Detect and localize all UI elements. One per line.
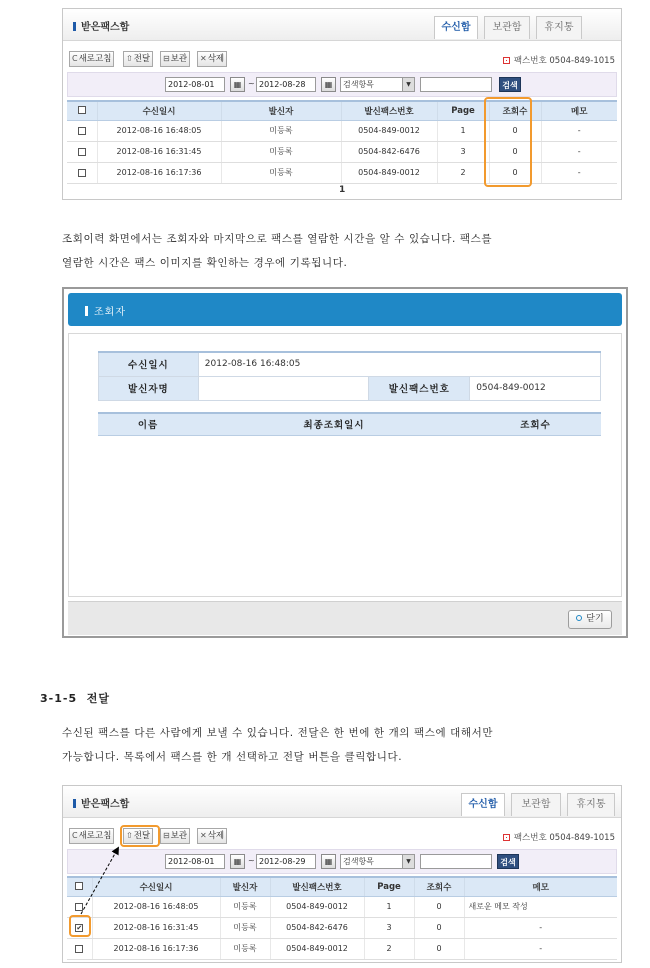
chevron-down-icon: ▼ [402, 78, 414, 91]
received-date-value: 2012-08-16 16:48:05 [198, 352, 600, 376]
col-received-date: 수신일시 [92, 877, 220, 896]
forward-button[interactable] [123, 51, 153, 67]
date-from-input[interactable]: 2012-08-01 [165, 854, 225, 869]
dialog-title [85, 303, 126, 318]
col-views: 조회수 [414, 877, 464, 896]
col-view-count: 조회수 [470, 413, 601, 435]
cell-views[interactable]: 0 [489, 141, 541, 162]
delete-icon: ✕ [200, 831, 207, 840]
refresh-label: 새로고침 [78, 831, 112, 841]
forward-icon: ⇧ [126, 831, 133, 840]
table-header-row [67, 101, 617, 120]
delete-button[interactable] [197, 51, 227, 67]
cell-sender: 미등록 [220, 917, 270, 938]
fax-number-info [503, 54, 615, 66]
calendar-icon[interactable]: ▦ [230, 854, 245, 869]
paragraph-line: 조회이력 화면에서는 조회자와 마지막으로 팩스를 열람한 시간을 알 수 있습니다. 팩스를 [62, 233, 493, 245]
forward-label: 전달 [133, 831, 151, 841]
circle-icon [576, 615, 582, 621]
close-button-label: 닫기 [586, 614, 604, 624]
row-checkbox[interactable] [67, 120, 97, 141]
calendar-icon[interactable]: ▦ [321, 854, 336, 869]
paragraph-line: 가능합니다. 목록에서 팩스를 한 개 선택하고 전달 버튼을 클릭합니다. [62, 751, 403, 763]
table-header-row [98, 413, 601, 435]
dialog-body [68, 333, 622, 597]
archive-icon: ⊟ [163, 54, 170, 63]
archive-button[interactable] [160, 51, 190, 67]
table-row[interactable] [67, 162, 617, 183]
col-sender: 발신자 [221, 101, 341, 120]
col-sender: 발신자 [220, 877, 270, 896]
refresh-label: 새로고침 [78, 54, 112, 64]
cell-sender: 미등록 [221, 162, 341, 183]
tab-inbox[interactable]: 수신함 [434, 16, 478, 39]
search-button[interactable]: 검색 [497, 854, 519, 869]
chevron-down-icon: ▼ [402, 855, 414, 868]
date-to-input[interactable]: 2012-08-29 [256, 854, 316, 869]
tab-trash[interactable]: 휴지통 [536, 16, 582, 39]
cell-date: 2012-08-16 16:31:45 [97, 141, 221, 162]
cell-sender: 미등록 [220, 938, 270, 959]
cell-page: 3 [437, 141, 489, 162]
info-row [99, 376, 601, 400]
fax-inbox-title-text: 받은팩스함 [81, 799, 130, 810]
views-column-highlight [484, 97, 532, 187]
cell-memo: - [541, 162, 617, 183]
calendar-icon[interactable]: ▦ [230, 77, 245, 92]
calendar-icon[interactable]: ▦ [321, 77, 336, 92]
search-filter-bar [67, 72, 617, 97]
refresh-icon: C [72, 831, 78, 840]
cell-date: 2012-08-16 16:17:36 [97, 162, 221, 183]
search-button[interactable]: 검색 [499, 77, 521, 92]
viewer-list-table [98, 412, 601, 436]
row-checkbox[interactable] [67, 141, 97, 162]
cell-fax: 0504-842-6476 [270, 917, 364, 938]
fax-list-table [67, 100, 617, 184]
cell-fax: 0504-849-0012 [341, 162, 437, 183]
cell-date: 2012-08-16 16:48:05 [97, 120, 221, 141]
col-memo: 메모 [541, 101, 617, 120]
cell-page: 3 [364, 917, 414, 938]
search-field-select-value: 검색항목 [343, 857, 374, 866]
table-row[interactable] [67, 141, 617, 162]
fax-inbox-title-text: 받은팩스함 [81, 22, 130, 33]
cell-fax: 0504-849-0012 [270, 896, 364, 917]
sender-name-label: 발신자명 [99, 376, 199, 400]
dialog-footer [68, 601, 622, 635]
archive-label: 보관 [170, 54, 188, 64]
col-last-view-time: 최종조회일시 [198, 413, 470, 435]
sender-name-value [198, 376, 369, 400]
cell-fax: 0504-849-0012 [270, 938, 364, 959]
refresh-icon: C [72, 54, 78, 63]
fax-inbox-panel-2 [62, 785, 622, 963]
cell-views[interactable]: 0 [414, 938, 464, 959]
cell-memo[interactable]: 새로운 메모 작성 [464, 896, 617, 917]
refresh-button[interactable] [69, 51, 114, 67]
cell-date: 2012-08-16 16:48:05 [92, 896, 220, 917]
dialog-header [68, 293, 622, 326]
checkmark-icon: ✔ [76, 923, 83, 932]
sender-fax-value: 0504-849-0012 [470, 376, 601, 400]
date-range-separator: ~ [248, 856, 255, 865]
cell-page: 1 [437, 120, 489, 141]
cell-sender: 미등록 [221, 141, 341, 162]
col-views: 조회수 [489, 101, 541, 120]
dialog-title-text: 조회자 [94, 307, 126, 318]
section-heading [40, 690, 110, 706]
search-field-select-value: 검색항목 [343, 80, 374, 89]
paragraph-line: 열람한 시간은 팩스 이미지를 확인하는 경우에 기록됩니다. [62, 257, 348, 269]
date-to-input[interactable]: 2012-08-28 [256, 77, 316, 92]
search-input[interactable] [420, 77, 492, 92]
viewer-history-dialog [62, 287, 628, 638]
col-received-date: 수신일시 [97, 101, 221, 120]
sender-fax-label: 발신팩스번호 [369, 376, 470, 400]
fax-number-value: 0504-849-1015 [549, 833, 615, 843]
cell-date: 2012-08-16 16:17:36 [92, 938, 220, 959]
cell-fax: 0504-849-0012 [341, 120, 437, 141]
col-page: Page [437, 101, 489, 120]
fax-inbox-panel-1 [62, 8, 622, 200]
cell-views[interactable]: 0 [414, 917, 464, 938]
cell-memo: - [464, 938, 617, 959]
delete-label: 삭제 [207, 831, 225, 841]
close-button[interactable] [568, 610, 612, 629]
pagination-current-page[interactable]: 1 [339, 185, 346, 195]
col-page: Page [364, 877, 414, 896]
paragraph-line: 수신된 팩스를 다른 사람에게 보낼 수 있습니다. 전달은 한 번에 한 개의 팩스에 대해서만 [62, 727, 494, 739]
tab-inbox[interactable]: 수신함 [461, 793, 505, 816]
cell-date: 2012-08-16 16:31:45 [92, 917, 220, 938]
search-field-select[interactable] [340, 77, 415, 92]
forward-icon: ⇧ [126, 54, 133, 63]
fax-number-icon [503, 57, 510, 64]
cell-page: 1 [364, 896, 414, 917]
info-row [99, 352, 601, 376]
date-from-input[interactable]: 2012-08-01 [165, 77, 225, 92]
cell-views[interactable]: 0 [489, 162, 541, 183]
archive-icon: ⊟ [163, 831, 170, 840]
cell-views[interactable]: 0 [489, 120, 541, 141]
section-title: 전달 [86, 692, 111, 705]
archive-label: 보관 [170, 831, 188, 841]
table-row[interactable] [67, 120, 617, 141]
fax-number-value: 0504-849-1015 [549, 56, 615, 66]
cell-memo: - [464, 917, 617, 938]
description-paragraph-2 [62, 721, 642, 769]
date-range-separator: ~ [248, 79, 255, 88]
description-paragraph-1 [62, 227, 642, 275]
fax-info-table [98, 351, 601, 401]
tab-archive[interactable]: 보관함 [484, 16, 530, 39]
forward-label: 전달 [133, 54, 151, 64]
col-viewer-name: 이름 [98, 413, 198, 435]
fax-number-label: 팩스번호 [513, 833, 547, 843]
row-checkbox[interactable] [67, 162, 97, 183]
col-sender-fax: 발신팩스번호 [341, 101, 437, 120]
cell-views[interactable]: 0 [414, 896, 464, 917]
col-sender-fax: 발신팩스번호 [270, 877, 364, 896]
cell-memo: - [541, 141, 617, 162]
delete-icon: ✕ [200, 54, 207, 63]
select-all-checkbox[interactable] [67, 101, 97, 120]
cell-sender: 미등록 [221, 120, 341, 141]
cell-memo: - [541, 120, 617, 141]
cell-fax: 0504-842-6476 [341, 141, 437, 162]
tab-trash[interactable]: 휴지통 [567, 793, 615, 816]
fax-inbox-header [63, 9, 621, 41]
cell-page: 2 [437, 162, 489, 183]
fax-number-label: 팩스번호 [513, 56, 547, 66]
cell-page: 2 [364, 938, 414, 959]
cell-sender: 미등록 [220, 896, 270, 917]
section-number: 3-1-5 [40, 692, 78, 705]
col-memo: 메모 [464, 877, 617, 896]
fax-inbox-title [73, 18, 129, 33]
received-date-label: 수신일시 [99, 352, 199, 376]
arrow-icon [63, 786, 623, 964]
tab-archive[interactable]: 보관함 [511, 793, 561, 816]
delete-label: 삭제 [207, 54, 225, 64]
